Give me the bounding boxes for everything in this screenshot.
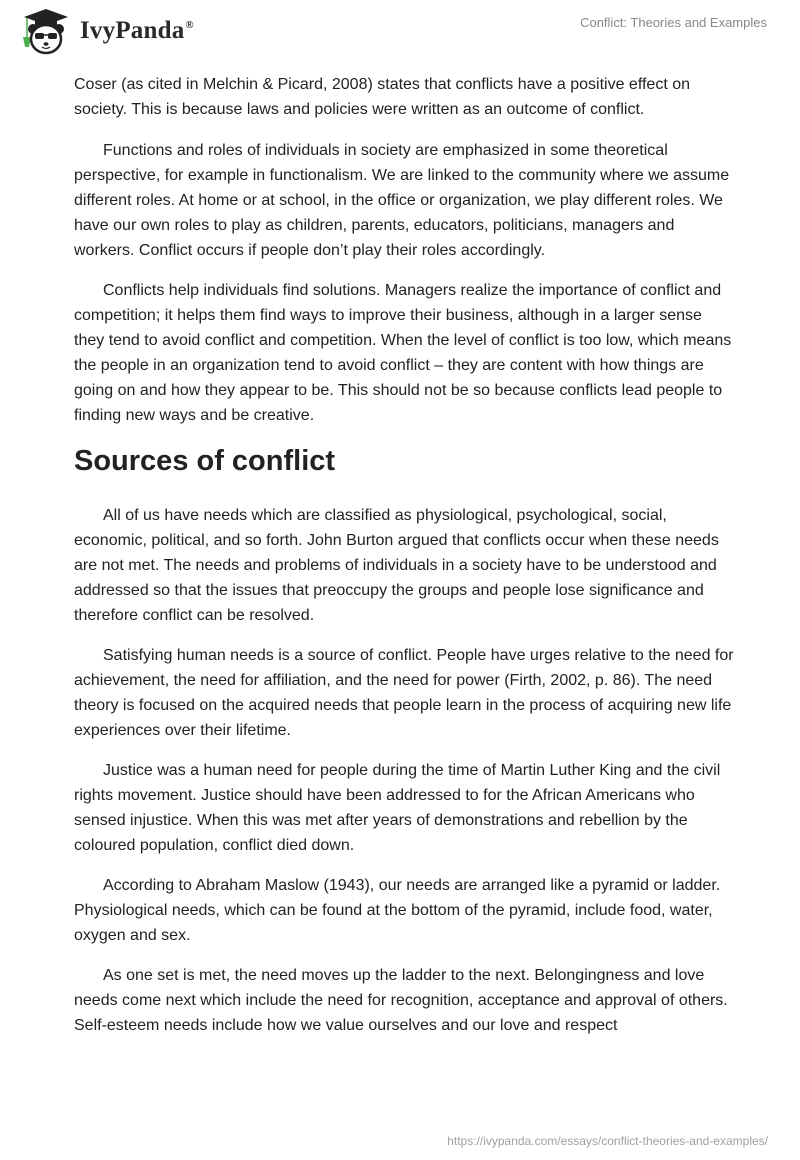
- brand-logo[interactable]: [18, 7, 194, 55]
- brand-name-text: IvyPanda: [80, 17, 185, 44]
- section-heading: Sources of conflict: [74, 445, 336, 477]
- paragraph: All of us have needs which are classified as physiological, psychological, social, economic, political, and so forth. John Burton argued that conflicts occur when these needs are not met. The needs and problems of individuals in a society have to be understood and addressed so that the issues that preoccupy the groups and people lose significance and therefore conflict can be resolved.: [74, 507, 719, 624]
- paragraph: Conflicts help individuals find solutions. Managers realize the importance of conflict and competition; it helps them find ways to improve their business, although in a larger sense they tend to avoid conflict and competition. When the level of conflict is too low, which means the people in an organization tend to avoid conflict – they are content with how things are going on and how they appear to be. This should not be so because conflicts lead people to finding new ways and be creative.: [74, 282, 732, 424]
- page-header: [0, 0, 800, 60]
- paragraph: Functions and roles of individuals in society are emphasized in some theoretical perspective, for example in functionalism. We are linked to the community where we assume different roles. At home or at school, in the office or organization, we play different roles. We have our own roles to play as children, parents, educators, politicians, managers and workers. Conflict occurs if people don’t play their roles accordingly.: [74, 142, 730, 259]
- panda-graduate-icon: [18, 7, 74, 55]
- document-title: Conflict: Theories and Examples: [580, 15, 767, 30]
- paragraph: Coser (as cited in Melchin & Picard, 2008) states that conflicts have a positive effect on society. This is because laws and policies were written as an outcome of conflict.: [74, 76, 691, 118]
- paragraph: Justice was a human need for people during the time of Martin Luther King and the civil rights movement. Justice should have been addressed to for the African Americans who sensed injustice. When this was met after years of demonstrations and rebellion by the coloured population, conflict died down.: [74, 762, 721, 854]
- paragraph: Satisfying human needs is a source of conflict. People have urges relative to the need for achievement, the need for affiliation, and the need for power (Firth, 2002, p. 86). The need theory is focused on the acquired needs that people learn in the process of acquiring new life experiences over their lifetime.: [74, 647, 734, 739]
- paragraph: As one set is met, the need moves up the ladder to the next. Belongingness and love needs come next which include the need for recognition, acceptance and approval of others. Self-esteem needs include how we value ourselves and our love and respect: [74, 967, 728, 1034]
- essay-body: [74, 72, 734, 1053]
- source-url[interactable]: https://ivypanda.com/essays/conflict-theories-and-examples/: [447, 1134, 768, 1148]
- brand-name: [80, 17, 194, 45]
- registered-mark: ®: [185, 19, 194, 31]
- paragraph: According to Abraham Maslow (1943), our needs are arranged like a pyramid or ladder. Physiological needs, which can be found at the bottom of the pyramid, include food, water, oxygen and sex.: [74, 877, 721, 944]
